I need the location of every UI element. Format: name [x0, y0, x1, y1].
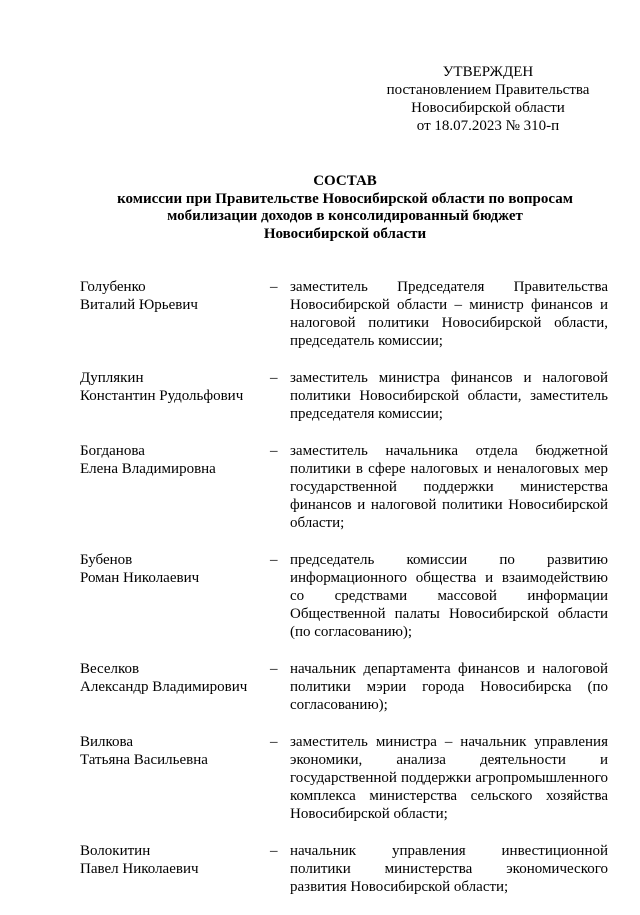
member-entry: [80, 369, 608, 423]
approval-line-2: Новосибирской области: [411, 100, 565, 116]
members-list: [80, 278, 608, 915]
member-dash: –: [270, 661, 278, 677]
member-entry: [80, 733, 608, 823]
approval-line-3: от 18.07.2023 № 310-п: [416, 118, 560, 134]
member-surname: Бубенов: [80, 552, 133, 568]
member-entry: [80, 442, 608, 532]
member-role: начальник департамента финансов и налоговой политики мэрии города Новосибирска (по согласованию);: [290, 661, 608, 713]
title-line-2: мобилизации доходов в консолидированный бюджет: [167, 208, 523, 224]
member-given-name: Елена Владимировна: [80, 461, 216, 477]
member-name: [80, 842, 270, 896]
member-entry: [80, 278, 608, 350]
title-line-3: Новосибирской области: [263, 225, 427, 242]
member-surname: Богданова: [80, 443, 145, 459]
member-entry: [80, 660, 608, 714]
member-given-name: Александр Владимирович: [80, 679, 248, 695]
member-role: заместитель министра финансов и налоговой политики Новосибирской области, заместитель председателя комиссии;: [290, 370, 608, 422]
approval-stamp: [378, 63, 598, 135]
member-role: заместитель начальника отдела бюджетной политики в сфере налоговых и неналоговых мер государственной поддержки министерства финансов и налоговой политики Новосибирской области;: [290, 443, 608, 531]
member-dash: –: [270, 370, 278, 386]
member-dash: –: [270, 734, 278, 750]
member-surname: Голубенко: [80, 279, 146, 295]
member-name: [80, 733, 270, 823]
member-dash: –: [270, 443, 278, 459]
member-name: [80, 369, 270, 423]
member-given-name: Константин Рудольфович: [80, 388, 244, 404]
member-dash: –: [270, 279, 278, 295]
member-surname: Волокитин: [80, 843, 151, 859]
member-given-name: Павел Николаевич: [80, 861, 199, 877]
member-name: [80, 278, 270, 350]
member-role: заместитель Председателя Правительства Новосибирской области – министр финансов и налоговой политики Новосибирской области, председатель комиссии;: [290, 279, 608, 349]
member-entry: [80, 842, 608, 896]
member-surname: Веселков: [80, 661, 140, 677]
member-given-name: Роман Николаевич: [80, 570, 200, 586]
member-role: председатель комиссии по развитию информационного общества и взаимодействию со средствами массовой информации Общественной палаты Новосибирской области (по согласованию);: [290, 552, 608, 640]
title-line-1: комиссии при Правительстве Новосибирской области по вопросам: [117, 190, 573, 207]
approval-status: УТВЕРЖДЕН: [442, 64, 534, 80]
member-role: начальник управления инвестиционной политики министерства экономического развития Новосибирской области;: [290, 843, 608, 895]
member-name: [80, 551, 270, 641]
member-surname: Дуплякин: [80, 370, 144, 386]
member-name: [80, 442, 270, 532]
member-given-name: Татьяна Васильевна: [80, 752, 208, 768]
title-heading: СОСТАВ: [313, 173, 377, 189]
member-entry: [80, 551, 608, 641]
member-surname: Вилкова: [80, 734, 134, 750]
member-given-name: Виталий Юрьевич: [80, 297, 198, 313]
approval-line-1: постановлением Правительства: [386, 82, 590, 98]
member-dash: –: [270, 843, 278, 859]
document-title: [60, 173, 630, 243]
member-name: [80, 660, 270, 714]
member-role: заместитель министра – начальник управления экономики, анализа деятельности и государственной поддержки агропромышленного комплекса министерства сельского хозяйства Новосибирской области;: [290, 734, 608, 822]
member-dash: –: [270, 552, 278, 568]
